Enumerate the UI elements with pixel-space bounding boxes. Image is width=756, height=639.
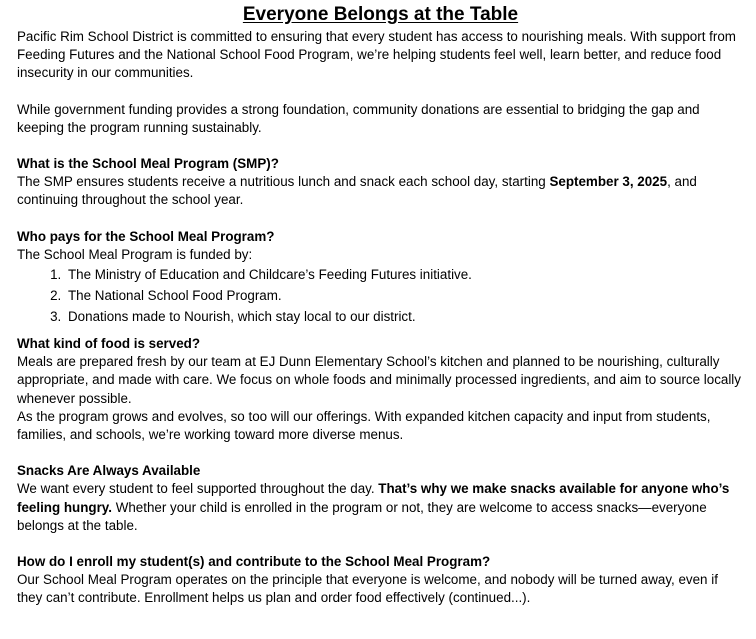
funding-list <box>17 264 744 327</box>
snacks-bold-text: That’s why we make snacks available for anyone who’s feeling hungry. <box>17 481 730 515</box>
funding-lead: The School Meal Program is funded by: <box>17 246 253 262</box>
intro-paragraph-1: Pacific Rim School District is committed to ensuring that every student has access to nourishing meals. With support from Feeding Futures and the National School Food Program, we’re helping students feel well, learn better, and reduce food insecurity in our communities. <box>17 29 736 81</box>
snacks-text-after: Whether your child is enrolled in the program or not, they are welcome to access snacks—everyone belongs at the table. <box>17 499 707 533</box>
enroll-paragraph: Our School Meal Program operates on the principle that everyone is welcome, and nobody will be turned away, even if they can’t contribute. Enrollment helps us plan and order food effectively (continued...). <box>17 572 718 606</box>
food-paragraph-1: Meals are prepared fresh by our team at EJ Dunn Elementary School’s kitchen and planned to be nourishing, culturally appropriate, and made with care. We focus on whole foods and minimally processed ingredients, and aim to source locally whenever possible. <box>17 354 741 406</box>
snacks-text-before: We want every student to feel supported throughout the day. <box>17 481 379 497</box>
snacks-paragraph <box>17 480 744 535</box>
page-title: Everyone Belongs at the Table <box>242 4 519 25</box>
smp-paragraph <box>17 173 744 209</box>
enroll-heading: How do I enroll my student(s) and contribute to the School Meal Program? <box>17 554 491 570</box>
intro-paragraph-2: While government funding provides a strong foundation, community donations are essential to bridging the gap and keeping the program running sustainably. <box>17 101 700 135</box>
smp-text-before: The SMP ensures students receive a nutritious lunch and snack each school day, starting <box>17 174 550 190</box>
funding-list-item: 3. Donations made to Nourish, which stay local to our district. <box>65 306 744 327</box>
food-paragraph-2: As the program grows and evolves, so too will our offerings. With expanded kitchen capacity and input from students, families, and schools, we’re working toward more diverse menus. <box>17 408 711 443</box>
smp-text-after: , and continuing throughout the school year. <box>17 174 697 208</box>
snacks-heading: Snacks Are Always Available <box>17 463 201 479</box>
smp-start-date: September 3, 2025 <box>549 174 668 190</box>
funding-list-item: 1. The Ministry of Education and Childcare’s Feeding Futures initiative. <box>65 264 744 285</box>
smp-heading: What is the School Meal Program (SMP)? <box>17 156 279 172</box>
food-heading: What kind of food is served? <box>17 336 201 352</box>
funding-list-item: 2. The National School Food Program. <box>65 285 744 306</box>
funding-heading: Who pays for the School Meal Program? <box>17 228 275 244</box>
